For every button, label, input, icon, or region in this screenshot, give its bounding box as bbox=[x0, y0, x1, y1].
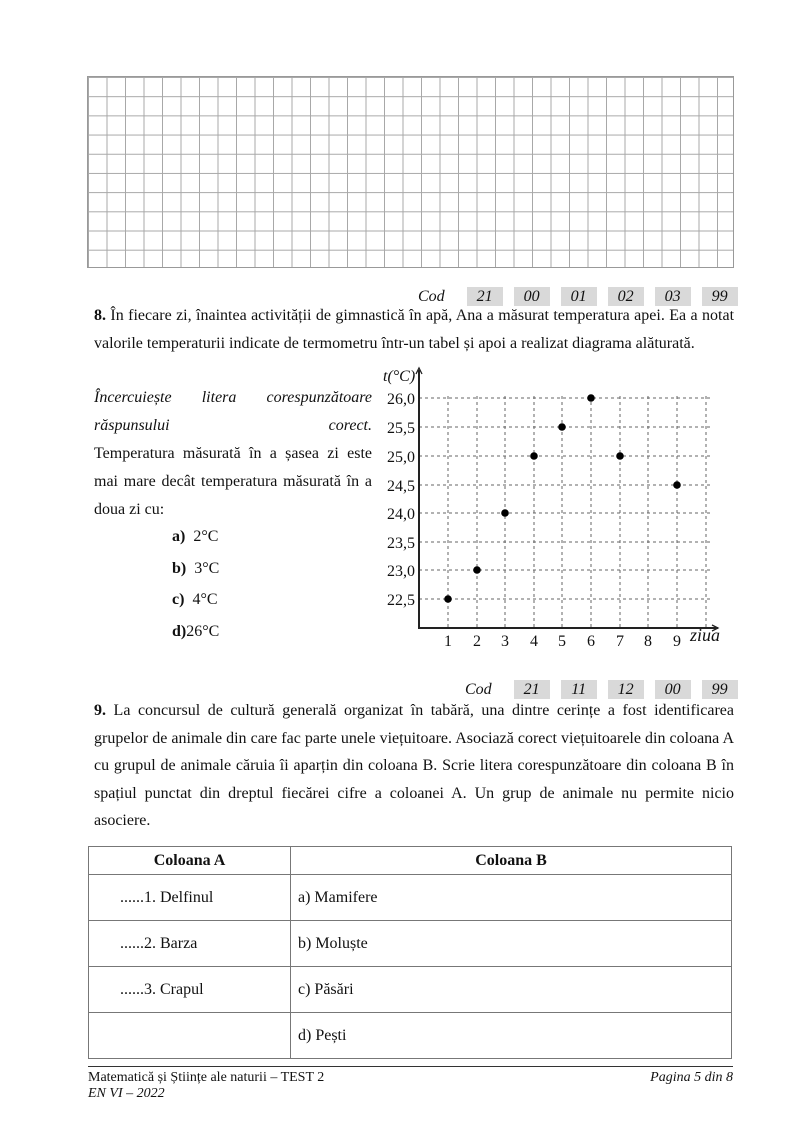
option-value: 3°C bbox=[194, 560, 220, 577]
code-box: 02 bbox=[608, 287, 644, 306]
svg-text:22,5: 22,5 bbox=[387, 592, 415, 609]
column-b-header: Coloana B bbox=[291, 847, 732, 875]
x-axis-label: ziua bbox=[690, 625, 721, 645]
footer-subject: Matematică și Științe ale naturii – TEST 2 bbox=[88, 1070, 325, 1085]
q8-instruction: Încercuiește litera corespunzătoare răspunsului corect. bbox=[94, 389, 372, 434]
q9-text: La concursul de cultură generală organizat în tabără, una dintre cerințe a fost identificarea grupelor de animale din care fac parte unele viețuitoare. Asociază corect viețuitoarele din coloana A cu grupul de animale căruia îi aparțin din coloana B. Scrie litera corespunzătoare din coloana B în spațiul punctat din dreptul fiecărei cifre a coloanei A. Un grup de animale nu permite nicio asociere. bbox=[94, 702, 735, 829]
code-box: 01 bbox=[561, 287, 597, 306]
svg-text:24,5: 24,5 bbox=[387, 478, 415, 495]
page-footer bbox=[88, 1066, 733, 1102]
column-a-header: Coloana A bbox=[89, 847, 291, 875]
column-b-cell: d) Pești bbox=[291, 1013, 732, 1059]
option-letter: c) bbox=[172, 591, 185, 608]
svg-text:8: 8 bbox=[644, 633, 652, 650]
svg-text:26,0: 26,0 bbox=[387, 391, 415, 408]
svg-text:3: 3 bbox=[501, 633, 509, 650]
chart-gridlines bbox=[419, 396, 710, 628]
code-box: 21 bbox=[467, 287, 503, 306]
option-letter: d) bbox=[172, 623, 187, 640]
option-value: 2°C bbox=[193, 528, 219, 545]
svg-text:5: 5 bbox=[558, 633, 566, 650]
q9-statement bbox=[94, 697, 734, 835]
code-label: Cod bbox=[418, 287, 445, 305]
svg-text:23,5: 23,5 bbox=[387, 535, 415, 552]
code-box: 21 bbox=[514, 680, 550, 699]
table-row bbox=[89, 967, 732, 1013]
code-box: 03 bbox=[655, 287, 691, 306]
column-b-cell: c) Păsări bbox=[291, 967, 732, 1013]
code-box: 00 bbox=[655, 680, 691, 699]
column-b-cell: a) Mamifere bbox=[291, 875, 732, 921]
option-value: 26°C bbox=[186, 623, 220, 640]
footer-page-number: Pagina 5 din 8 bbox=[650, 1070, 733, 1085]
q8-text: În fiecare zi, înaintea activității de gimnastică în apă, Ana a măsurat temperatura apei. Ea a notat valorile temperaturii indicate de termometru într-un tabel și apoi a realizat diagrama alăturată. bbox=[94, 307, 735, 352]
svg-text:9: 9 bbox=[673, 633, 681, 650]
svg-text:24,0: 24,0 bbox=[387, 506, 415, 523]
footer-exam: EN VI – 2022 bbox=[88, 1086, 165, 1101]
code-box: 11 bbox=[561, 680, 597, 699]
y-axis-label: t(°C) bbox=[383, 368, 416, 385]
chart-axes bbox=[416, 368, 718, 631]
option-letter: b) bbox=[172, 560, 187, 577]
svg-text:1: 1 bbox=[444, 633, 452, 650]
column-a-cell[interactable]: ......1. Delfinul bbox=[89, 875, 291, 921]
column-a-cell bbox=[89, 1013, 291, 1059]
matching-table bbox=[88, 846, 732, 1059]
q8-number: 8. bbox=[94, 307, 106, 324]
code-box: 00 bbox=[514, 287, 550, 306]
column-a-cell[interactable]: ......3. Crapul bbox=[89, 967, 291, 1013]
svg-text:2: 2 bbox=[473, 633, 481, 650]
column-b-cell: b) Moluște bbox=[291, 921, 732, 967]
table-header-row bbox=[89, 847, 732, 875]
svg-text:6: 6 bbox=[587, 633, 595, 650]
code-box: 99 bbox=[702, 680, 738, 699]
svg-text:4: 4 bbox=[530, 633, 538, 650]
code-box: 99 bbox=[702, 287, 738, 306]
q8-question: Temperatura măsurată în a șasea zi este mai mare decât temperatura măsurată în a doua zi cu: bbox=[94, 445, 372, 518]
code-label: Cod bbox=[465, 680, 492, 698]
column-a-cell[interactable]: ......2. Barza bbox=[89, 921, 291, 967]
q9-number: 9. bbox=[94, 702, 106, 719]
svg-text:23,0: 23,0 bbox=[387, 563, 415, 580]
x-tick-labels bbox=[444, 633, 681, 650]
table-row bbox=[89, 921, 732, 967]
table-row bbox=[89, 1013, 732, 1059]
table-row bbox=[89, 875, 732, 921]
option-letter: a) bbox=[172, 528, 186, 545]
svg-text:25,0: 25,0 bbox=[387, 449, 415, 466]
code-box: 12 bbox=[608, 680, 644, 699]
svg-text:7: 7 bbox=[616, 633, 624, 650]
option-value: 4°C bbox=[192, 591, 218, 608]
y-tick-labels bbox=[387, 391, 415, 609]
svg-text:25,5: 25,5 bbox=[387, 420, 415, 437]
